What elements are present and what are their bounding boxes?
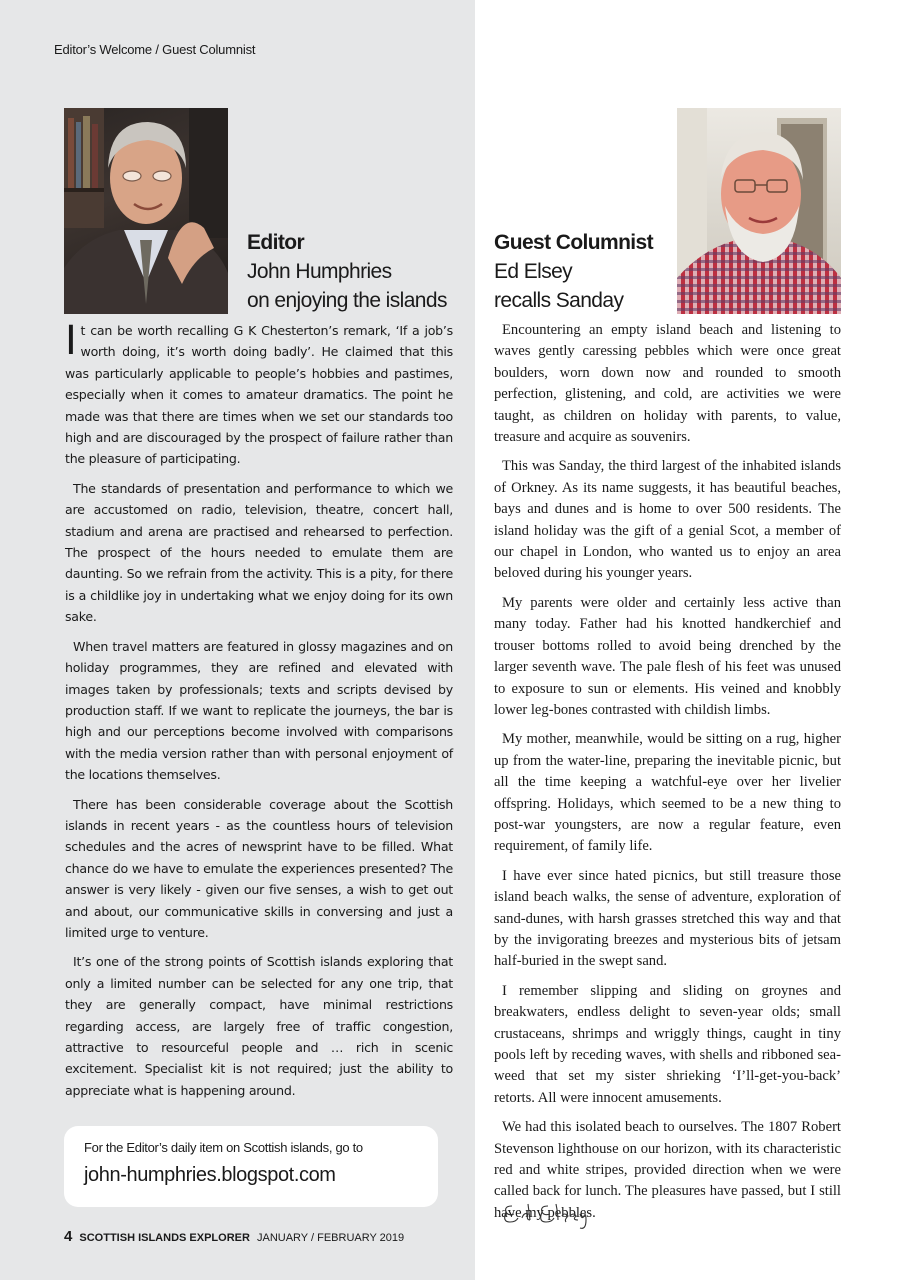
columnist-article <box>494 320 841 1232</box>
blog-link[interactable]: john-humphries.blogspot.com <box>84 1164 336 1186</box>
columnist-paragraph: Encountering an empty island beach and listening to waves gently caressing pebbles which were once great boulders, worn down now and rounded to smooth perfection, glistening, and cold, are activities we were taught, as children on holiday with parents, to value, treasure and acquire as souvenirs. <box>494 322 841 446</box>
columnist-paragraph: My mother, meanwhile, would be sitting on a rug, higher up from the water-line, preparing the inevitable picnic, but all the time keeping a watchful-eye over her livelier offspring. Holidays, which seemed to be a new thing to post-war youngsters, are now a regular feature, even requirement, of family life. <box>494 731 841 855</box>
editor-paragraph <box>65 320 453 470</box>
editor-role: Editor <box>247 231 305 254</box>
editor-paragraph-text: t can be worth recalling G K Chesterton’s remark, ‘If a job’s worth doing, it’s worth doing badly’. He claimed that this was particularly applicable to people’s hobbies and pastimes, especially when it comes to amateur dramatics. The point he made was that there are times when we set our standards too high and are discouraged by the prospect of failure rather than the pleasure of participating. <box>65 323 453 467</box>
columnist-paragraph: We had this isolated beach to ourselves. The 1807 Robert Stevenson lighthouse on our horizon, with its characteristic red and white stripes, provided direction when we were called back for lunch. The pleasures have passed, but I still have my pebbles. <box>494 1119 841 1221</box>
editor-article <box>65 320 453 1109</box>
section-label: Editor’s Welcome / Guest Columnist <box>54 42 256 57</box>
editor-photo <box>64 108 228 314</box>
editor-paragraph: When travel matters are featured in glossy magazines and on holiday programmes, they are refined and elevated with images taken by professionals; texts and scripts devised by production staff. If we want to replicate the journeys, the bar is high and our perceptions become involved with comparisons with the media version rather than with personal enjoyment of the locations themselves. <box>65 638 453 783</box>
blog-callout <box>64 1126 438 1207</box>
columnist-paragraph: I have ever since hated picnics, but still treasure those island beach walks, the sense of adventure, exploration of sand-dunes, with harsh grasses stretched this way and that by the invigorating breezes and mysterious bits of jetsam half-buried in the swept sand. <box>494 867 841 970</box>
columnist-paragraph: This was Sanday, the third largest of the inhabited islands of Orkney. As its name suggests, it has beautiful beaches, bays and dunes and is home to over 500 residents. The island holiday was the gift of a genial Scot, a member of our chapel in London, who wanted us to enjoy an area beloved during his younger years. <box>494 458 841 582</box>
page-footer <box>64 1228 404 1245</box>
editor-subtitle: on enjoying the islands <box>247 289 447 312</box>
columnist-name: Ed Elsey <box>494 260 573 283</box>
editor-paragraph: It’s one of the strong points of Scottish islands exploring that only a limited number can be selected for any one trip, that they are generally compact, have minimal restrictions regarding access, are largely free of traffic congestion, attractive to resourceful people and … rich in scenic excitement. Specialist kit is not required; just the ability to appreciate what is happening around. <box>65 954 453 1098</box>
issue-date: JANUARY / FEBRUARY 2019 <box>257 1232 405 1244</box>
magazine-name: SCOTTISH ISLANDS EXPLORER <box>79 1232 250 1244</box>
dropcap: I <box>65 318 77 364</box>
page-number: 4 <box>64 1228 73 1245</box>
columnist-paragraph: I remember slipping and sliding on groynes and breakwaters, endless delight to seven-year olds; small crustaceans, shrimps and wriggly things, caught in tiny pools left by receding waves, with shells and ribboned sea-weed that set my sister shrieking ‘I’ll-get-you-back’ retorts. All were innocent amusements. <box>494 982 841 1106</box>
columnist-photo <box>677 108 841 314</box>
columnist-paragraph: My parents were older and certainly less active than many today. Father had his knotted handkerchief and trouser bottoms rolled to avoid being drenched by the larger seventh wave. The pale flesh of his feet was unused to exposure to sun or elements. His veined and knobbly lower leg-bones contrasted with childish limbs. <box>494 594 841 718</box>
editor-paragraph: The standards of presentation and performance to which we are accustomed on radio, television, theatre, concert hall, stadium and arena are practised and rehearsed to perfection. The prospect of the hours needed to emulate them are daunting. So we refrain from the activity. This is a pity, for there is a childlike joy in undertaking what we enjoy doing for its own sake. <box>65 480 453 625</box>
columnist-subtitle: recalls Sanday <box>494 289 624 312</box>
signature <box>502 1198 594 1237</box>
columnist-heading <box>494 228 653 315</box>
editor-heading <box>247 228 447 315</box>
columnist-role: Guest Columnist <box>494 231 654 254</box>
editor-name: John Humphries <box>247 260 392 283</box>
callout-text: For the Editor’s daily item on Scottish islands, go to <box>84 1140 363 1155</box>
editor-paragraph: There has been considerable coverage about the Scottish islands in recent years - as the countless hours of television schedules and the acres of newsprint have to be filled. What chance do we have to emulate the experiences presented? The answer is very likely - given our five senses, a wish to get out and about, our communicative skills in conversing and just a limited urge to venture. <box>65 796 453 940</box>
